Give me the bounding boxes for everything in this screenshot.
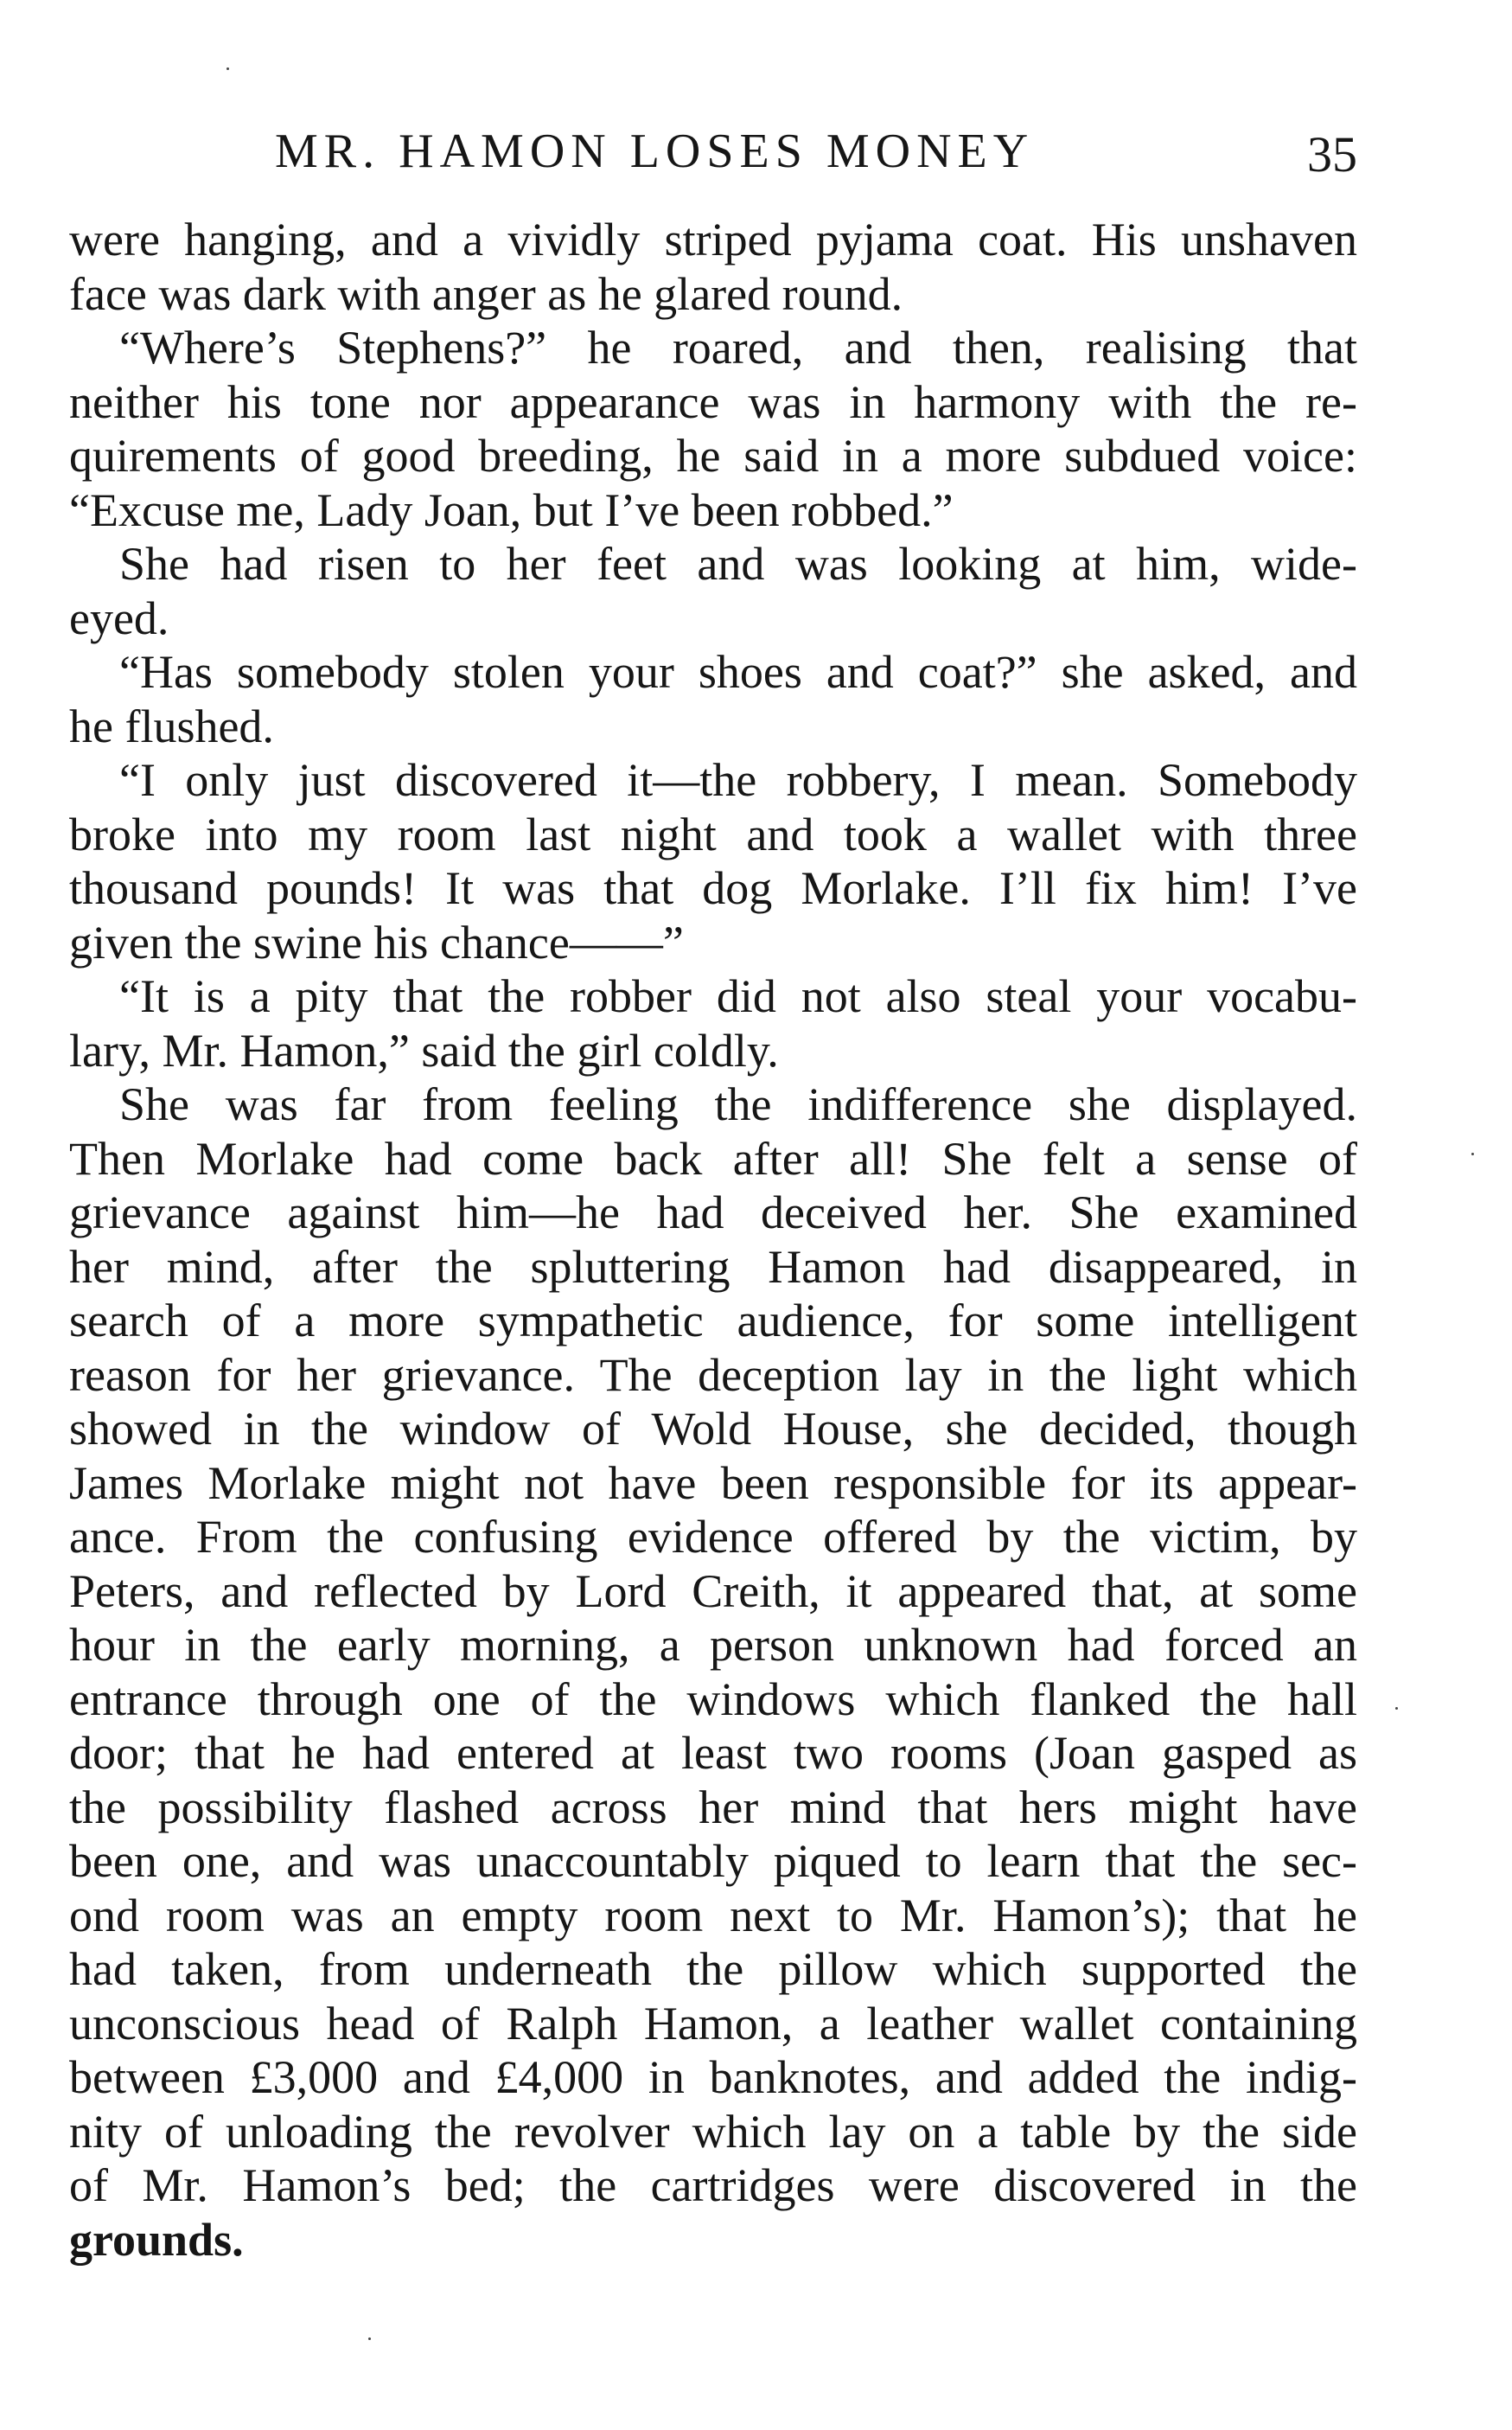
text-line: Then Morlake had come back after all! She felt a sense of [69, 1132, 1357, 1185]
text-line: quirements of good breeding, he said in a more subdued voice: [69, 430, 1357, 482]
chapter-title: MR. HAMON LOSES MONEY [275, 125, 1035, 178]
text-line: lary, Mr. Hamon,” said the girl coldly. [69, 1024, 779, 1077]
text-line: door; that he had entered at least two rooms (Joan gasped as [69, 1727, 1357, 1779]
text-line: he flushed. [69, 700, 274, 752]
text-line: been one, and was unaccountably piqued to learn that the sec- [69, 1835, 1357, 1887]
text-line: “Excuse me, Lady Joan, but I’ve been robbed.” [69, 483, 954, 536]
text-line: the possibility flashed across her mind that hers might have [69, 1781, 1357, 1833]
text-line: unconscious head of Ralph Hamon, a leather wallet containing [69, 1997, 1357, 2050]
text-line: grievance against him—he had deceived her. She examined [69, 1186, 1357, 1238]
text-line: showed in the window of Wold House, she decided, though [69, 1403, 1357, 1455]
print-speck [368, 2337, 371, 2340]
running-header [69, 121, 1357, 182]
text-line: between £3,000 and £4,000 in banknotes, and added the indig- [69, 2051, 1357, 2103]
text-line: She had risen to her feet and was looking at him, wide- [119, 538, 1357, 590]
text-line: entrance through one of the windows which flanked the hall [69, 1672, 1357, 1725]
text-line: ond room was an empty room next to Mr. Hamon’s); that he [69, 1889, 1357, 1941]
text-line: her mind, after the spluttering Hamon had disappeared, in [69, 1240, 1357, 1293]
print-speck [1471, 1153, 1474, 1155]
text-line: neither his tone nor appearance was in harmony with the re- [69, 375, 1357, 428]
text-line: ance. From the confusing evidence offered by the victim, by [69, 1511, 1357, 1563]
text-line: of Mr. Hamon’s bed; the cartridges were discovered in the [69, 2159, 1357, 2211]
text-line: given the swine his chance——” [69, 916, 684, 969]
text-line: broke into my room last night and took a wallet with three [69, 808, 1357, 860]
text-line: hour in the early morning, a person unknown had forced an [69, 1619, 1357, 1671]
print-speck [226, 67, 229, 70]
print-speck [1395, 1707, 1398, 1710]
body-text [69, 213, 1357, 2267]
text-line: had taken, from underneath the pillow which supported the [69, 1943, 1357, 1995]
text-line: nity of unloading the revolver which lay on a table by the side [69, 2105, 1357, 2158]
text-line: She was far from feeling the indifference she displayed. [119, 1078, 1357, 1130]
page-number: 35 [1307, 126, 1357, 182]
text-line: grounds. [69, 2213, 244, 2266]
text-line: “I only just discovered it—the robbery, I mean. Somebody [119, 754, 1357, 806]
text-line: James Morlake might not have been responsible for its appear- [69, 1456, 1357, 1509]
text-line: “It is a pity that the robber did not also steal your vocabu- [119, 970, 1357, 1022]
text-line: “Has somebody stolen your shoes and coat?” she asked, and [119, 646, 1357, 698]
text-line: were hanging, and a vividly striped pyjama coat. His unshaven [69, 214, 1357, 265]
text-line: thousand pounds! It was that dog Morlake. I’ll fix him! I’ve [69, 862, 1357, 914]
text-line: eyed. [69, 592, 169, 644]
text-line: face was dark with anger as he glared round. [69, 267, 903, 320]
text-line: reason for her grievance. The deception lay in the light which [69, 1348, 1357, 1401]
text-line: search of a more sympathetic audience, for some intelligent [69, 1295, 1357, 1346]
text-line: Peters, and reflected by Lord Creith, it appeared that, at some [69, 1564, 1357, 1617]
text-line: “Where’s Stephens?” he roared, and then, realising that [119, 322, 1357, 374]
